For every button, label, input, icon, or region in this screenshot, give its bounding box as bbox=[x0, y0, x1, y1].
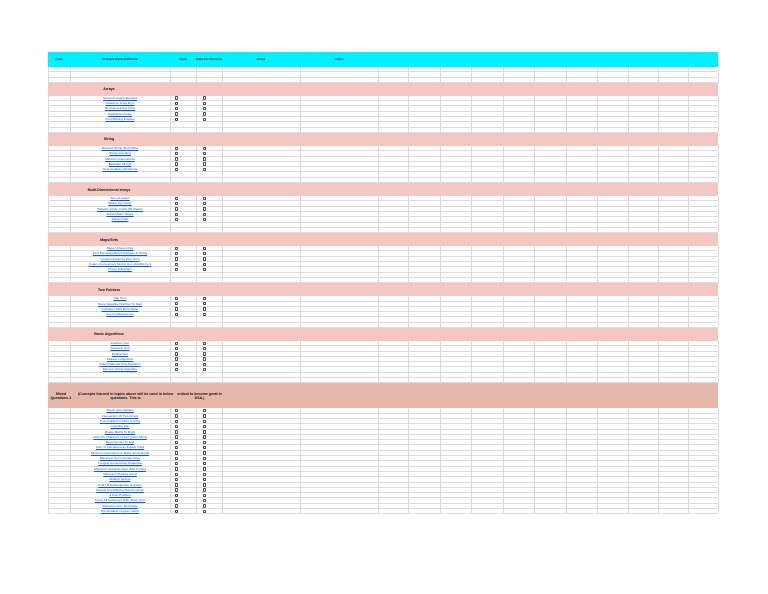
problem-link[interactable]: Minimum Operations to Make String Equal bbox=[90, 450, 150, 455]
done-checkbox[interactable] bbox=[175, 430, 178, 433]
revision-checkbox[interactable] bbox=[203, 510, 206, 513]
done-checkbox[interactable] bbox=[175, 107, 178, 110]
revision-checkbox[interactable] bbox=[203, 152, 206, 155]
revision-checkbox[interactable] bbox=[203, 414, 206, 417]
revision-checkbox[interactable] bbox=[203, 147, 206, 150]
revision-checkbox[interactable] bbox=[203, 168, 206, 171]
done-checkbox[interactable] bbox=[175, 162, 178, 165]
section-row bbox=[48, 133, 718, 146]
revision-checkbox[interactable] bbox=[203, 462, 206, 465]
problem-link[interactable]: Find Missing Positive bbox=[105, 117, 135, 122]
done-checkbox[interactable] bbox=[175, 357, 178, 360]
revision-checkbox[interactable] bbox=[203, 247, 206, 250]
done-checkbox[interactable] bbox=[175, 347, 178, 350]
done-checkbox[interactable] bbox=[175, 363, 178, 366]
section-title: Arrays bbox=[103, 87, 115, 92]
sheet-body bbox=[48, 67, 718, 514]
revision-checkbox[interactable] bbox=[203, 420, 206, 423]
done-checkbox[interactable] bbox=[175, 368, 178, 371]
revision-checkbox[interactable] bbox=[203, 257, 206, 260]
done-checkbox[interactable] bbox=[175, 352, 178, 355]
section-row bbox=[48, 183, 718, 196]
done-checkbox[interactable] bbox=[175, 297, 178, 300]
done-checkbox[interactable] bbox=[175, 457, 178, 460]
problem-link[interactable]: Next smallest palindrome bbox=[102, 167, 138, 172]
problem-link[interactable]: Beautiful Strings bbox=[108, 161, 132, 166]
done-checkbox[interactable] bbox=[175, 425, 178, 428]
done-checkbox[interactable] bbox=[175, 96, 178, 99]
done-checkbox[interactable] bbox=[175, 499, 178, 502]
problem-link[interactable]: Minimum Parenthesis bbox=[105, 156, 135, 161]
done-checkbox[interactable] bbox=[175, 441, 178, 444]
revision-checkbox[interactable] bbox=[203, 197, 206, 200]
problem-link[interactable]: Non Decreasing Array bbox=[104, 106, 136, 111]
done-checkbox[interactable] bbox=[175, 494, 178, 497]
done-checkbox[interactable] bbox=[175, 202, 178, 205]
revision-checkbox[interactable] bbox=[203, 342, 206, 345]
done-checkbox[interactable] bbox=[175, 247, 178, 250]
revision-checkbox[interactable] bbox=[203, 313, 206, 316]
problem-link[interactable]: Repeat And Missing Number Array bbox=[96, 487, 144, 492]
problem-link[interactable]: Rotate Matrix To Right bbox=[104, 429, 136, 434]
problem-link[interactable]: Group Subarrays bbox=[108, 267, 132, 272]
problem-link[interactable]: Move Zeroes To End bbox=[105, 440, 135, 445]
done-checkbox[interactable] bbox=[175, 118, 178, 121]
revision-checkbox[interactable] bbox=[203, 102, 206, 105]
problem-link[interactable]: Maximum Sum Rectangle bbox=[102, 503, 138, 508]
problem-link[interactable]: Dutch National Flag Algorithm bbox=[99, 362, 141, 367]
done-checkbox[interactable] bbox=[175, 257, 178, 260]
revision-checkbox[interactable] bbox=[203, 494, 206, 497]
section-row bbox=[48, 233, 718, 246]
done-checkbox[interactable] bbox=[175, 473, 178, 476]
problem-link[interactable]: Count subsequence bbox=[106, 312, 134, 317]
revision-checkbox[interactable] bbox=[203, 425, 206, 428]
done-checkbox[interactable] bbox=[175, 478, 178, 481]
done-checkbox[interactable] bbox=[175, 510, 178, 513]
revision-checkbox[interactable] bbox=[203, 504, 206, 507]
revision-checkbox[interactable] bbox=[203, 118, 206, 121]
done-checkbox[interactable] bbox=[175, 409, 178, 412]
problem-link[interactable]: Find Non-Repeating Character in String bbox=[92, 251, 148, 256]
revision-checkbox[interactable] bbox=[203, 107, 206, 110]
problem-link[interactable]: Maximum Product Good bbox=[103, 471, 137, 476]
section-row bbox=[48, 83, 718, 96]
problem-link[interactable]: Spiral Order bbox=[111, 217, 129, 222]
revision-checkbox[interactable] bbox=[203, 473, 206, 476]
done-checkbox[interactable] bbox=[175, 147, 178, 150]
section-title: Multi-Dimensional arrays bbox=[87, 187, 131, 192]
problem-link[interactable]: Container With Most Water bbox=[101, 306, 139, 311]
problem-link[interactable]: Variation inside matrix (R) shapes bbox=[96, 206, 144, 211]
header-notes[interactable]: Notes bbox=[256, 56, 266, 61]
problem-link[interactable]: Move Negative Number To Start bbox=[98, 301, 142, 306]
section-row bbox=[48, 383, 718, 408]
revision-checkbox[interactable] bbox=[203, 357, 206, 360]
problem-link[interactable]: Rotate An Array By K bbox=[105, 101, 135, 106]
problem-link[interactable]: K-th smallest number in array bbox=[99, 418, 141, 423]
revision-checkbox[interactable] bbox=[203, 467, 206, 470]
section-title-line: Mixed Questions-1 bbox=[50, 391, 72, 400]
problem-link[interactable]: Count All Subarrays With Given Sum bbox=[94, 498, 146, 503]
problem-link[interactable]: Bubble Sort bbox=[111, 351, 129, 356]
done-checkbox[interactable] bbox=[175, 446, 178, 449]
done-checkbox[interactable] bbox=[175, 451, 178, 454]
revision-checkbox[interactable] bbox=[203, 297, 206, 300]
revision-checkbox[interactable] bbox=[203, 352, 206, 355]
revision-checkbox[interactable] bbox=[203, 207, 206, 210]
done-checkbox[interactable] bbox=[175, 268, 178, 271]
problem-link[interactable]: Sum of Two Elements Equals Third bbox=[95, 445, 145, 450]
revision-checkbox[interactable] bbox=[203, 499, 206, 502]
revision-checkbox[interactable] bbox=[203, 218, 206, 221]
section-title bbox=[48, 383, 222, 408]
problem-link[interactable]: Second Largest Element bbox=[103, 95, 137, 100]
problem-link[interactable]: Matrix Symmetry bbox=[108, 201, 132, 206]
done-checkbox[interactable] bbox=[175, 168, 178, 171]
revision-checkbox[interactable] bbox=[203, 451, 206, 454]
header-row bbox=[48, 52, 718, 67]
problem-link[interactable]: String encoding bbox=[109, 151, 131, 156]
problem-link[interactable]: Longest Consecutive Sequence bbox=[98, 461, 142, 466]
problem-link[interactable]: Spiral Matrix Shape bbox=[106, 211, 134, 216]
section-title-line: (Concepts learned in topics above will be used in below questions. This is bbox=[77, 391, 174, 400]
revision-checkbox[interactable] bbox=[203, 112, 206, 115]
section-row bbox=[48, 328, 718, 341]
revision-checkbox[interactable] bbox=[203, 478, 206, 481]
problem-link[interactable]: Insertion Sort bbox=[110, 340, 130, 345]
done-checkbox[interactable] bbox=[175, 488, 178, 491]
revision-checkbox[interactable] bbox=[203, 202, 206, 205]
done-checkbox[interactable] bbox=[175, 504, 178, 507]
problem-link[interactable]: Sum of arrays bbox=[110, 196, 130, 201]
problem-link[interactable]: Maximum Sum Circular Array bbox=[99, 456, 141, 461]
done-checkbox[interactable] bbox=[175, 342, 178, 345]
revision-checkbox[interactable] bbox=[203, 157, 206, 160]
revision-checkbox[interactable] bbox=[203, 368, 206, 371]
revision-checkbox[interactable] bbox=[203, 263, 206, 266]
problem-link[interactable]: Pair Sum bbox=[113, 296, 127, 301]
done-checkbox[interactable] bbox=[175, 157, 178, 160]
section-title: Basic Algorithms bbox=[94, 332, 124, 337]
header-done[interactable]: Done bbox=[179, 56, 187, 61]
done-checkbox[interactable] bbox=[175, 483, 178, 486]
problem-link[interactable]: Moore's Voting Algorithm bbox=[102, 367, 138, 372]
problem-link[interactable]: Find LR Subsequence of arrays bbox=[98, 482, 142, 487]
section-row bbox=[48, 283, 718, 296]
revision-checkbox[interactable] bbox=[203, 252, 206, 255]
spreadsheet bbox=[48, 52, 718, 514]
revision-checkbox[interactable] bbox=[203, 488, 206, 491]
revision-checkbox[interactable] bbox=[203, 457, 206, 460]
problem-link[interactable]: Maximum Subarray Sum (Min 3 Cuts) bbox=[94, 466, 146, 471]
problem-link[interactable]: Check permutations bbox=[106, 408, 134, 413]
revision-checkbox[interactable] bbox=[203, 213, 206, 216]
problem-link[interactable]: Equilibrium Index bbox=[108, 111, 132, 116]
problem-link[interactable]: Make Unique Array bbox=[106, 246, 134, 251]
done-checkbox[interactable] bbox=[175, 467, 178, 470]
revision-checkbox[interactable] bbox=[203, 363, 206, 366]
problem-link[interactable]: Count of sub-arrays having sum divisible by k bbox=[88, 262, 152, 267]
done-checkbox[interactable] bbox=[175, 252, 178, 255]
problem-link[interactable]: First Kth Character of Decrypted String bbox=[93, 434, 147, 439]
done-checkbox[interactable] bbox=[175, 313, 178, 316]
header-problem[interactable]: Problem Name With Link bbox=[102, 56, 138, 61]
done-checkbox[interactable] bbox=[175, 152, 178, 155]
revision-checkbox[interactable] bbox=[203, 441, 206, 444]
done-checkbox[interactable] bbox=[175, 213, 178, 216]
done-checkbox[interactable] bbox=[175, 302, 178, 305]
revision-checkbox[interactable] bbox=[203, 96, 206, 99]
revision-checkbox[interactable] bbox=[203, 268, 206, 271]
done-checkbox[interactable] bbox=[175, 263, 178, 266]
revision-checkbox[interactable] bbox=[203, 162, 206, 165]
problem-link[interactable]: Counting Sort bbox=[110, 424, 130, 429]
header-revision[interactable]: Mark For Revision bbox=[196, 56, 223, 61]
problem-link[interactable]: Selection Sort bbox=[110, 346, 130, 351]
revision-checkbox[interactable] bbox=[203, 347, 206, 350]
done-checkbox[interactable] bbox=[175, 112, 178, 115]
revision-checkbox[interactable] bbox=[203, 430, 206, 433]
revision-checkbox[interactable] bbox=[203, 302, 206, 305]
section-title: Maps/Sets bbox=[100, 237, 118, 242]
problem-link[interactable]: Reverse String Word Wise bbox=[101, 145, 139, 150]
problem-link[interactable]: Intersection Of Two Arrays bbox=[101, 413, 139, 418]
done-checkbox[interactable] bbox=[175, 102, 178, 105]
revision-checkbox[interactable] bbox=[203, 446, 206, 449]
done-checkbox[interactable] bbox=[175, 307, 178, 310]
problem-link[interactable]: Multiply Strings bbox=[109, 477, 131, 482]
done-checkbox[interactable] bbox=[175, 435, 178, 438]
section-title-line: critical to become great in DSA.) bbox=[177, 391, 222, 400]
header-topic[interactable]: Topic bbox=[55, 56, 63, 61]
revision-checkbox[interactable] bbox=[203, 435, 206, 438]
section-title: Two Pointers bbox=[97, 287, 121, 292]
revision-checkbox[interactable] bbox=[203, 483, 206, 486]
problem-link[interactable]: 4 Sum Problem bbox=[109, 493, 131, 498]
done-checkbox[interactable] bbox=[175, 462, 178, 465]
revision-checkbox[interactable] bbox=[203, 409, 206, 412]
section-title: String bbox=[103, 137, 115, 142]
done-checkbox[interactable] bbox=[175, 207, 178, 210]
done-checkbox[interactable] bbox=[175, 414, 178, 417]
table-row bbox=[48, 509, 718, 514]
problem-link[interactable]: Longest Subarray Zero Sum bbox=[100, 256, 140, 261]
done-checkbox[interactable] bbox=[175, 420, 178, 423]
problem-link[interactable]: Kth Smallest of given matrix bbox=[100, 509, 140, 513]
revision-checkbox[interactable] bbox=[203, 307, 206, 310]
done-checkbox[interactable] bbox=[175, 197, 178, 200]
problem-link[interactable]: Kadane's Algorithm bbox=[106, 356, 134, 361]
done-checkbox[interactable] bbox=[175, 218, 178, 221]
header-codes[interactable]: Codes bbox=[334, 56, 344, 61]
